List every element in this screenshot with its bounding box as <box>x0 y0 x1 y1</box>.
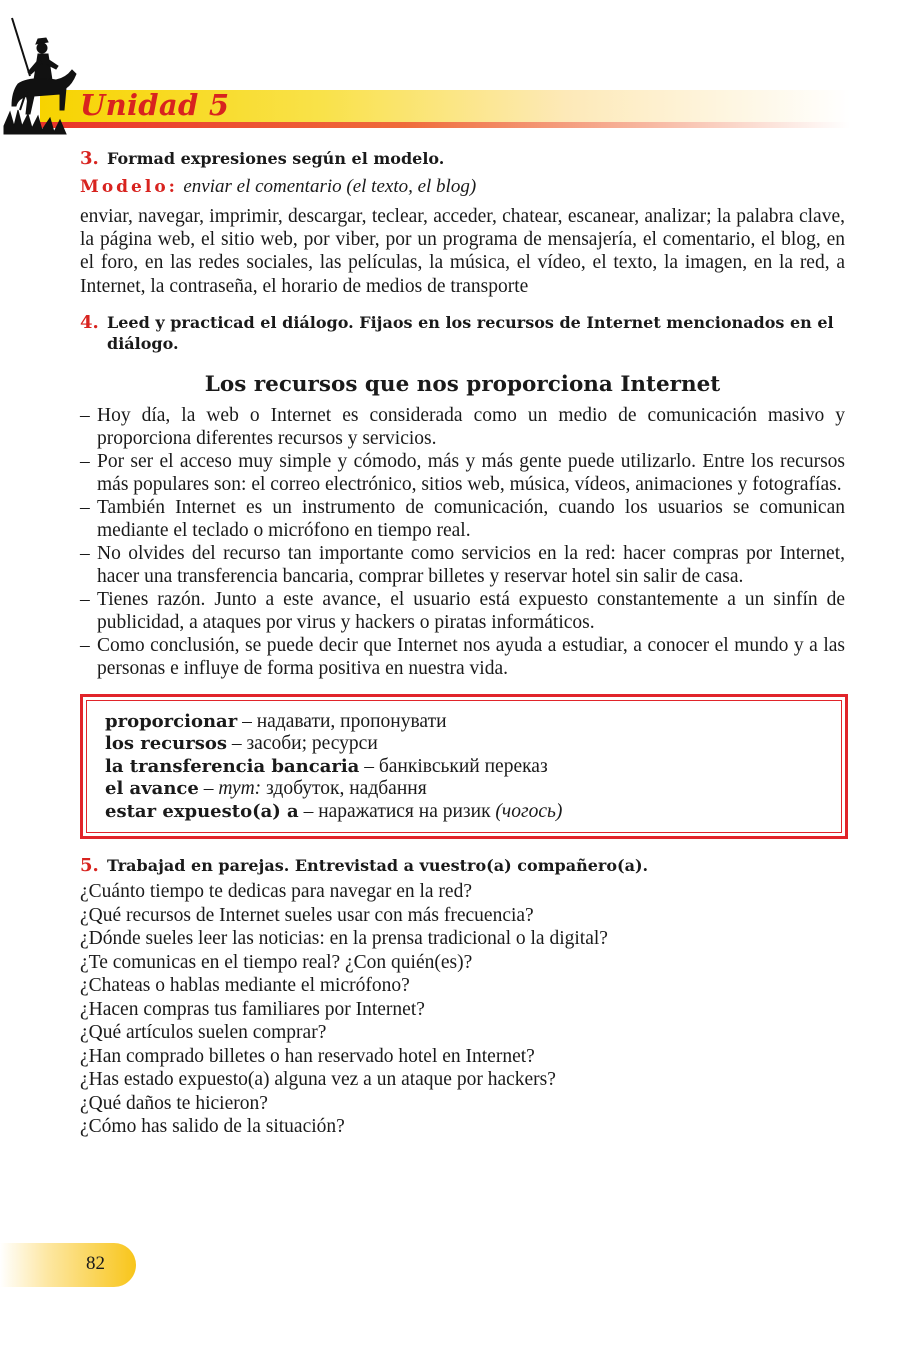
page-number-tab <box>0 1243 136 1287</box>
question: ¿Han comprado billetes o han reservado hotel en Internet? <box>80 1045 535 1067</box>
dialog-line: – También Internet es un instrumento de comunicación, cuando los usuarios se comunican mediante el teclado o micrófono en tiempo real. <box>80 496 845 542</box>
vocab-term: el avance <box>105 778 199 800</box>
vocab-term: los recursos <box>105 733 227 755</box>
dialog-line: – Como conclusión, se puede decir que Internet nos ayuda a estudiar, a conocer el mundo y a las personas e influye de forma positiva en nuestra vida. <box>80 634 845 680</box>
unit-title: Unidad 5 <box>80 88 230 122</box>
exercise-number: 4. <box>80 311 99 333</box>
question: ¿Chateas o hablas mediante el micrófono? <box>80 975 410 997</box>
vocab-note: (чогось) <box>495 800 563 822</box>
exercise-instruction: Trabajad en parejas. Entrevistad a vuestro(a) compañero(a). <box>107 856 649 876</box>
vocab-definition: наражатися на ризик <box>318 800 496 822</box>
question: ¿Has estado expuesto(a) alguna vez a un ataque por hackers? <box>80 1069 556 1091</box>
vocab-separator: – <box>237 710 257 732</box>
vocab-term: proporcionar <box>105 710 238 732</box>
exercise-5-heading <box>80 855 845 876</box>
dialog-line: – Hoy día, la web o Internet es considerada como un medio de comunicación masivo y proporciona diferentes recursos y servicios. <box>80 404 845 450</box>
model-example: enviar el comentario (el texto, el blog) <box>183 176 477 197</box>
header-red-bar <box>40 122 850 128</box>
dialog-line: – No olvides del recurso tan importante como servicios en la red: hacer compras por Internet, hacer una transferencia bancaria, comprar billetes y reservar hotel sin salir de casa. <box>80 542 845 588</box>
vocab-definition: здобуток, надбання <box>261 778 427 800</box>
dialog-line: – Tienes razón. Junto a este avance, el usuario está expuesto constantemente a un sinfín de publicidad, a ataques por virus y hackers o piratas informáticos. <box>80 588 845 634</box>
page-content <box>80 148 845 1139</box>
dialog-line: – Por ser el acceso muy simple y cómodo, más y más gente puede utilizarlo. Entre los recursos más populares son: el correo electrónico, sitios web, música, vídeos, animaciones y fotografías. <box>80 450 845 496</box>
vocab-definition: надавати, пропонувати <box>256 710 447 732</box>
question: ¿Te comunicas en el tiempo real? ¿Con quién(es)? <box>80 951 473 973</box>
question: ¿Cómo has salido de la situación? <box>80 1116 345 1138</box>
vocab-entry <box>105 801 823 824</box>
vocab-note: тут: <box>218 778 262 800</box>
dialog-title: Los recursos que nos proporciona Internet <box>204 371 721 397</box>
vocab-definition: засоби; ресурси <box>246 733 378 755</box>
word-list: enviar, navegar, imprimir, descargar, teclear, acceder, chatear, escanear, analizar; la palabra clave, la página web, el sitio web, por viber, por un programa de mensajería, el comentario, el blog, en el foro, en las redes sociales, las películas, la música, el vídeo, el texto, la imagen, en la red, a Internet, la contraseña, el horario de medios de transporte <box>80 206 845 297</box>
vocab-entry <box>105 711 823 734</box>
question: ¿Hacen compras tus familiares por Internet? <box>80 998 425 1020</box>
question: ¿Qué artículos suelen comprar? <box>80 1022 327 1044</box>
vocab-definition: банківський переказ <box>378 755 548 777</box>
question: ¿Qué recursos de Internet sueles usar con más frecuencia? <box>80 904 534 926</box>
vocab-separator: – <box>226 733 247 755</box>
vocab-separator: – <box>298 800 319 822</box>
vocab-term: estar expuesto(a) a <box>105 800 299 822</box>
question: ¿Cuánto tiempo te dedicas para navegar en la red? <box>80 881 472 903</box>
unit-header <box>0 84 918 136</box>
question-list <box>80 880 845 1139</box>
question: ¿Dónde sueles leer las noticias: en la prensa tradicional o la digital? <box>80 928 608 950</box>
dialog <box>80 404 845 680</box>
question: ¿Qué daños te hicieron? <box>80 1092 268 1114</box>
vocabulary-list <box>86 700 842 834</box>
exercise-number: 3. <box>80 148 99 169</box>
don-quixote-icon <box>0 14 80 148</box>
vocab-entry <box>105 756 823 779</box>
model-line <box>80 176 845 198</box>
exercise-instruction: Leed y practicad el diálogo. Fijaos en los recursos de Internet mencionados en el diálogo. <box>107 312 834 353</box>
model-label: Modelo: <box>80 177 178 197</box>
exercise-4-heading <box>80 312 845 354</box>
vocab-separator: – <box>359 755 379 777</box>
vocab-term: la transferencia bancaria <box>105 755 360 777</box>
exercise-instruction: Formad expresiones según el modelo. <box>107 149 445 168</box>
vocabulary-box <box>80 694 848 840</box>
exercise-3-heading <box>80 148 845 169</box>
vocab-separator: – <box>198 778 219 800</box>
exercise-number: 5. <box>80 855 99 877</box>
vocab-entry <box>105 733 823 756</box>
page-number: 82 <box>86 1253 105 1274</box>
vocab-entry <box>105 778 823 801</box>
